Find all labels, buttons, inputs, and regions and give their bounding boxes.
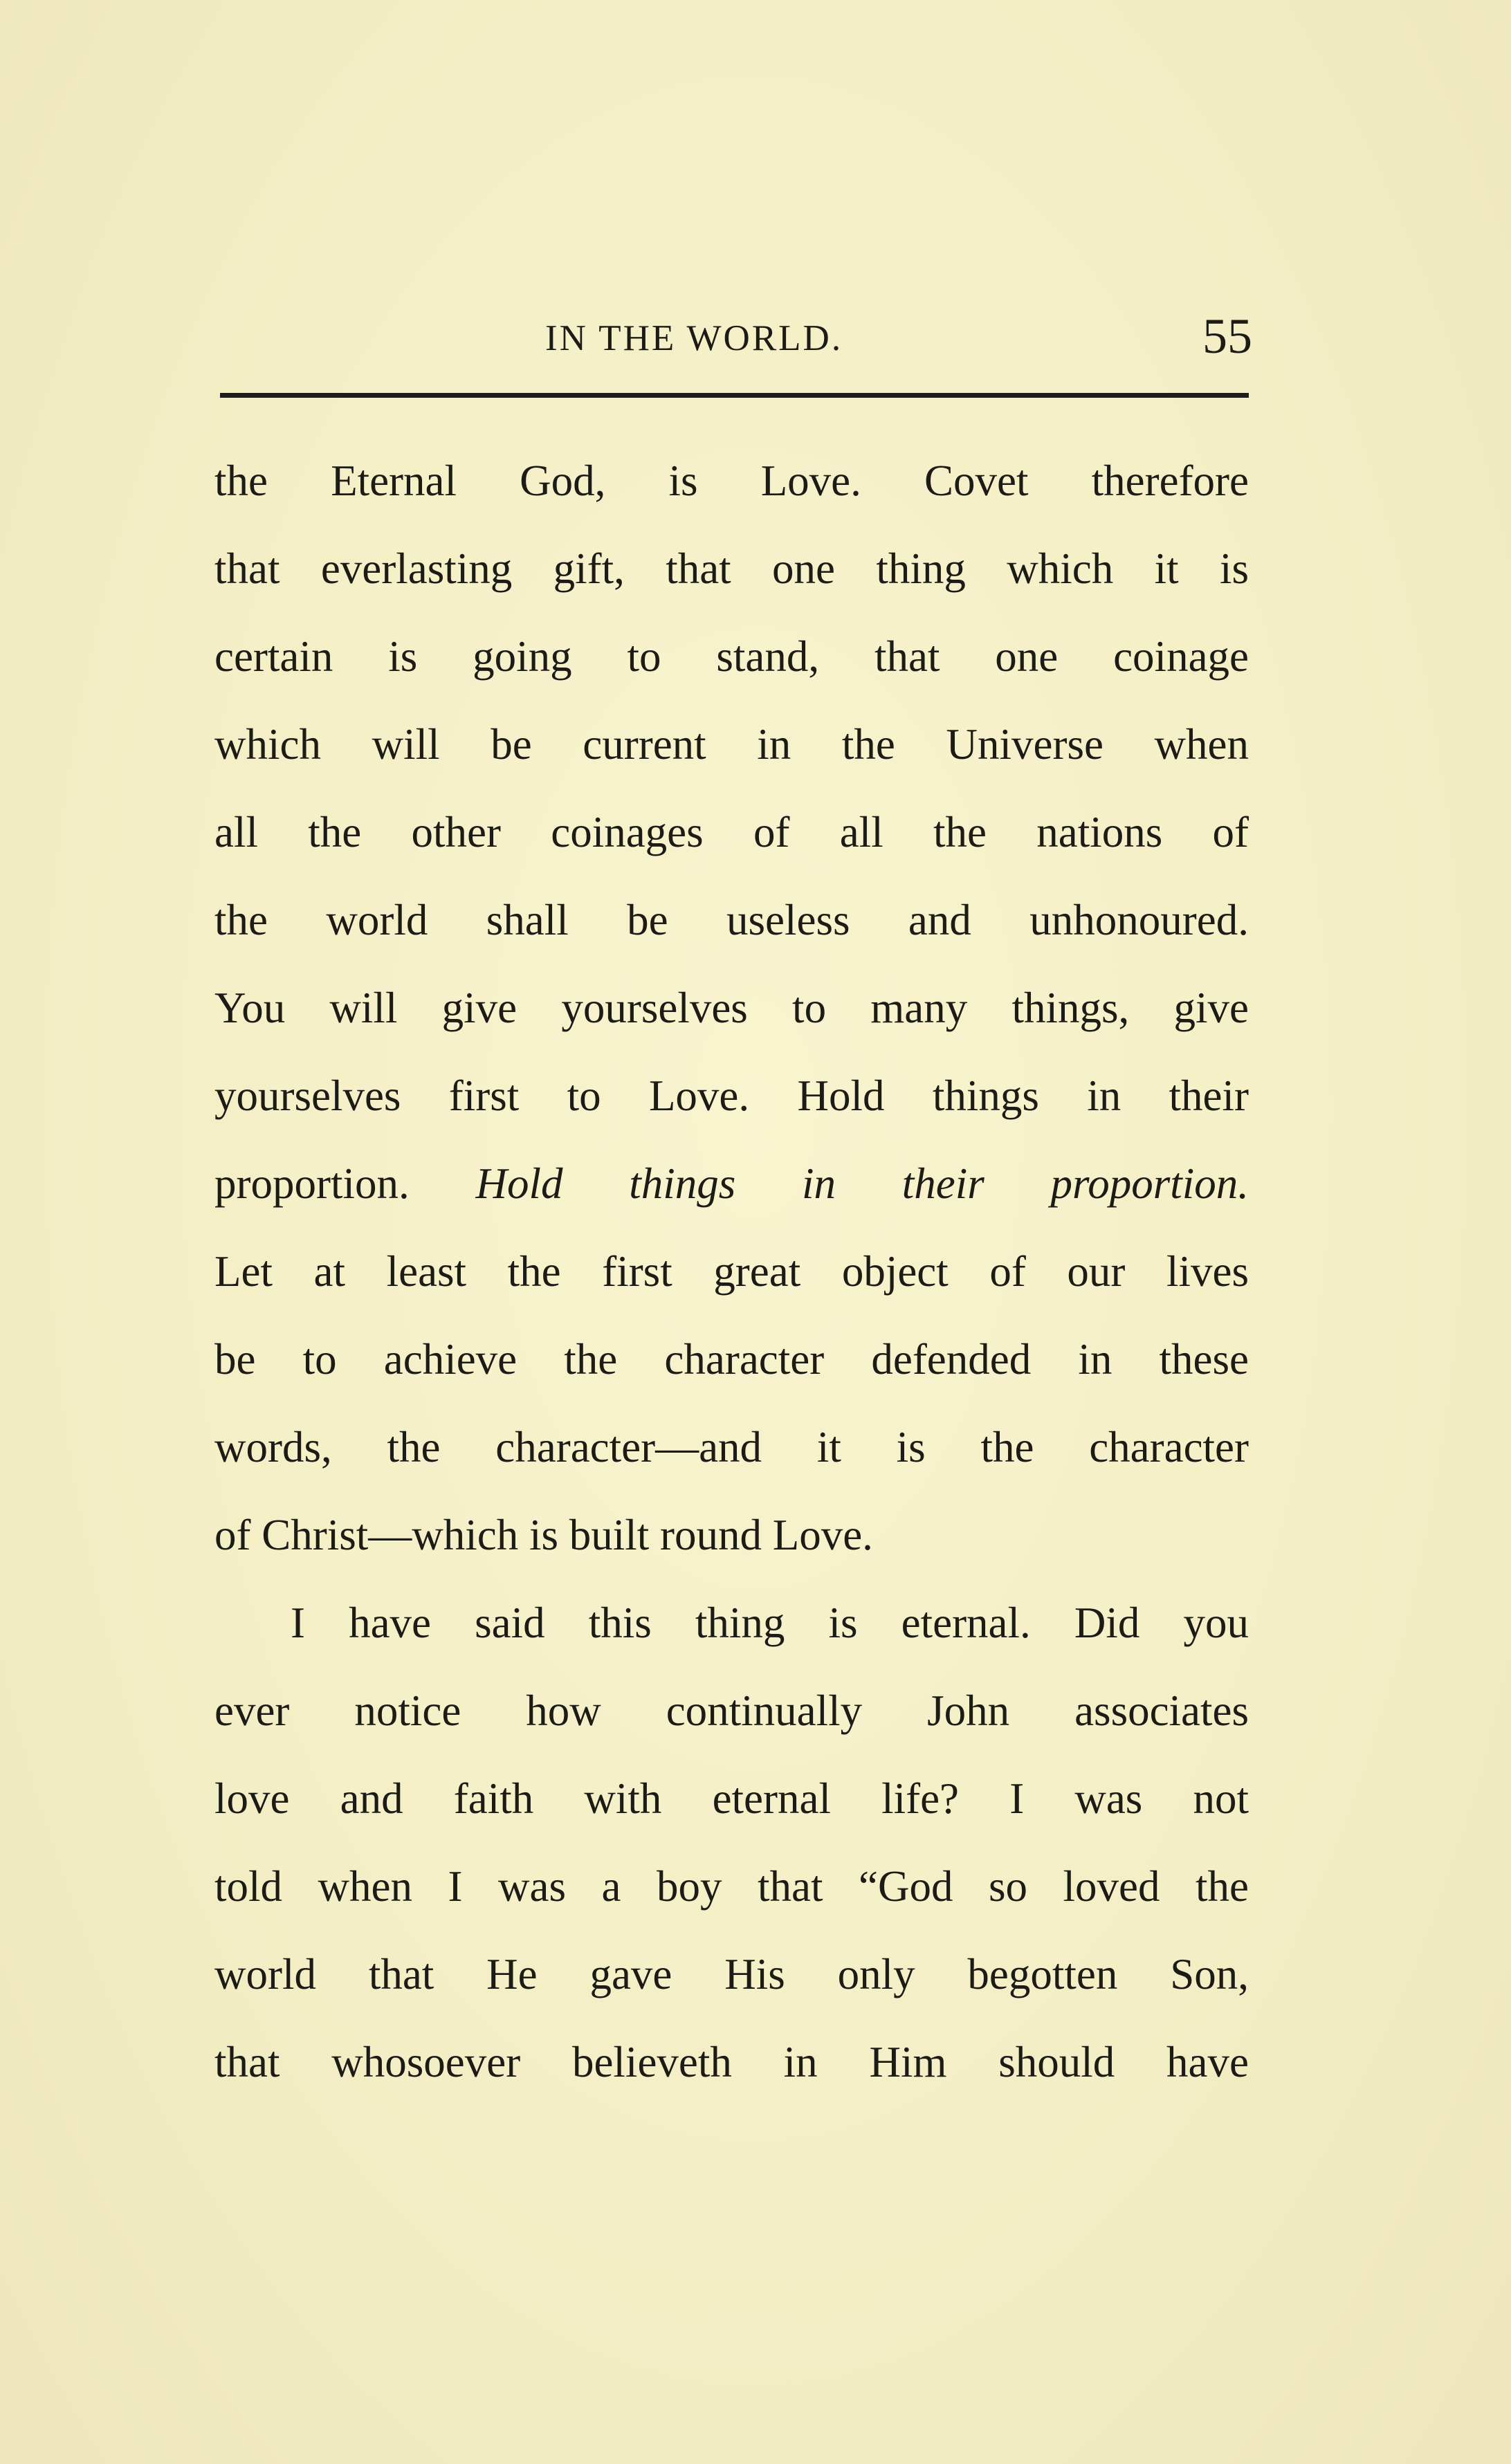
header-rule: [220, 393, 1249, 398]
text-line: [214, 1140, 1249, 1228]
text-line: words, the character—and it is the character: [214, 1423, 1249, 1471]
text-line: ever notice how continually John associates: [214, 1686, 1249, 1735]
text-line: world that He gave His only begotten Son,: [214, 1950, 1249, 1998]
text-line: You will give yourselves to many things, give: [214, 984, 1249, 1032]
text-line: be to achieve the character defended in these: [214, 1335, 1249, 1383]
page-number: 55: [1202, 309, 1252, 364]
text-line: all the other coinages of all the nations of: [214, 808, 1249, 856]
text-line: the world shall be useless and unhonoured.: [214, 896, 1249, 944]
text-line: I have said this thing is eternal. Did you: [291, 1599, 1249, 1647]
text-line: the Eternal God, is Love. Covet therefore: [214, 457, 1249, 505]
text-line: love and faith with eternal life? I was not: [214, 1774, 1249, 1823]
text-line: certain is going to stand, that one coinage: [214, 632, 1249, 681]
body-text: [214, 437, 1249, 2106]
text-line: Let at least the first great object of our lives: [214, 1247, 1249, 1296]
text-line: that everlasting gift, that one thing which it is: [214, 544, 1249, 593]
text-line: of Christ—which is built round Love.: [214, 1511, 873, 1559]
text-line: that whosoever believeth in Him should have: [214, 2038, 1249, 2086]
text-line: told when I was a boy that “God so loved the: [214, 1862, 1249, 1911]
running-head: [214, 308, 1252, 370]
running-title: IN THE WORLD.: [545, 318, 843, 358]
text-segment: proportion.: [214, 1159, 410, 1208]
text-line: which will be current in the Universe when: [214, 720, 1249, 769]
italic-emphasis: Hold things in their proportion.: [475, 1159, 1249, 1208]
text-line: yourselves first to Love. Hold things in their: [214, 1072, 1249, 1120]
